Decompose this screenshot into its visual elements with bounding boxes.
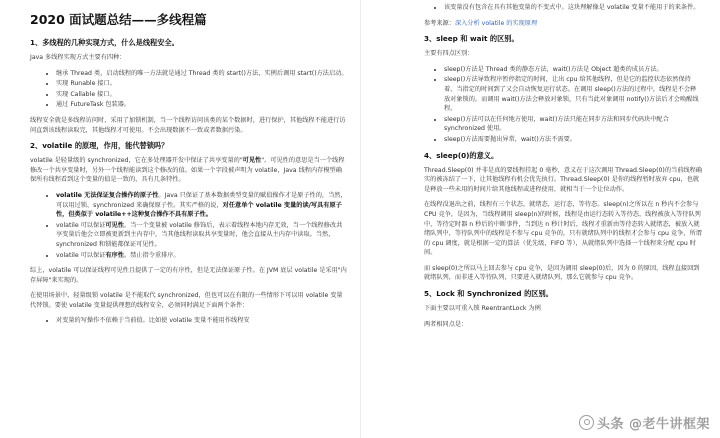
- bold-term: 有序性: [105, 251, 124, 259]
- list-item: [56, 191, 348, 220]
- bold-term: 可见性: [242, 157, 262, 165]
- list-item: • 实现 Runable 接口。: [56, 79, 348, 89]
- section-4-paragraph-2: 在线程没退出之前，线程有三个状态，就绪态，运行态，等待态。sleep(n)之所以在 n 秒内不会参与 CPU 竞争，是因为，当线程调用 sleep(n)的时候，线程是由运行态转入等待态，线程被放入等待队列中，等待定时器 n 秒后的中断事件，当到达 n 秒计时后，线程才重新由等待态转入就绪态，被放入就绪队列中，等待队列中的线程是不参与 cpu 竞争的，只有就绪队列中的线程才会参与 cpu 竞争，所谓的 cpu 调度，就是根据一定的算法（优先级，FIFO 等），从就绪队列中选择一个线程来分配 cpu 时间。: [424, 201, 702, 257]
- text-run: 。Java 只保证了基本数据类型变量的赋值操作才是原子性的，当然，可以用过锁、synchronized 来确保原子性。其实严格的说，: [56, 191, 347, 209]
- section-5-paragraph-1: 下面主要以可重入锁 ReentrantLock 为例: [424, 305, 541, 313]
- text-run: 。禁止指令重排序。: [123, 251, 180, 259]
- section-5-heading: 5、Lock 和 Synchronized 的区别。: [424, 289, 553, 299]
- list-item: • 通过 FutureTask 包装器。: [56, 100, 348, 110]
- section-1-heading: 1、多线程的几种实现方式，什么是线程安全。: [30, 38, 179, 47]
- list-item: • 该变量没有包含在具有其他变量的不变式中。这块理解像是 volatile 变量不能用于的来条件。: [444, 3, 702, 13]
- bold-term: 可见性: [105, 221, 124, 229]
- section-3-intro: 主要有四点区别：: [424, 50, 474, 58]
- section-1-list: [30, 69, 348, 110]
- list-item: • sleep()方法导致程序暂停指定的时间，让出 cpu 给其他线程，但是它的监控状态依然保持着，当指定的时间到了又会自动恢复运行状态。在调用 sleep()方法的过程中，线程是不会释放对象锁的。而调用 wait()方法会释放对象锁，只有当此对象调用 notify()方法后才会唤醒线程。: [444, 75, 702, 113]
- list-item: • sleep()方法是 Thread 类的静态方法，wait()方法是 Object 超类的成员方法。: [444, 65, 702, 75]
- section-2-paragraph-1: [30, 156, 348, 185]
- list-item: • 继承 Thread 类，启动线程的唯一方法就是通过 Thread 类的 start()方法，实例后调用 start()方法启动。: [56, 69, 348, 79]
- section-1-intro: Java 多线程实现方式主要有四种：: [30, 54, 126, 61]
- bold-term: 对任意单个 volatile 变量的读/写具有原子性，但类似于 volatile++这种复合操作不具有原子性。: [56, 201, 342, 219]
- watermark: [579, 413, 710, 432]
- left-column: [30, 0, 348, 332]
- section-1-paragraph: 线程安全就是多线程访问时，采用了加锁机制，当一个线程访问该类的某个数据时，进行保护，其他线程不能进行访问直到该线程读取完，其他线程才可使用。不会出现数据不一致或者数据污染。: [30, 116, 346, 134]
- text-run: volatile 是轻量级的 synchronized，它在多处理器开发中保证了共享变量的": [30, 157, 243, 165]
- section-2-list: [30, 191, 348, 260]
- right-column: [424, 3, 702, 335]
- text-run: volatile 可以保证: [56, 251, 106, 259]
- document-title: 2020 面试题总结——多线程篇: [30, 12, 207, 27]
- list-item: • sleep()方法需要抛出异常，wait()方法不需要。: [444, 135, 702, 145]
- camera-icon: [579, 415, 594, 430]
- list-item: [56, 251, 348, 261]
- list-item: • 实现 Callable 接口。: [56, 90, 348, 100]
- list-item: • sleep()方法可以在任何地方使用，wait()方法只能在同步方法和同步代码块中配合 synchronized 使用。: [444, 115, 702, 134]
- bold-term: volatile 无法保证复合操作的原子性: [56, 191, 159, 199]
- section-4-paragraph-3: 而 sleep(0)之所以马上回去参与 cpu 竞争，是因为调用 sleep(0)后，因为 0 的原因，线程直接回到就绪队列，而非进入等待队列，只要进入就绪队列，那么它就参与 cpu 竞争。: [424, 264, 700, 282]
- section-5-paragraph-2: 两者相同点是：: [424, 320, 468, 328]
- reference-label: 参考来源：: [424, 19, 455, 27]
- list-item: [56, 221, 348, 250]
- section-3-heading: 3、sleep 和 wait 的区别。: [424, 34, 519, 44]
- section-2-conditions: [30, 316, 348, 326]
- section-4-heading: 4、sleep(0)的意义。: [424, 150, 499, 160]
- section-2-heading: 2、volatile 的原理，作用，能代替锁吗？: [30, 141, 169, 151]
- section-2-paragraph-2: 综上，volatile 可以保证线程可见性且提供了一定的有序性，但是无法保证原子性。在 JVM 底层 volatile 是采用"内存屏障"来实现的。: [30, 267, 347, 284]
- reference-line: [424, 19, 702, 29]
- page-divider: [360, 0, 361, 438]
- section-4-paragraph-1: Thread.Sleep(0) 并非是真的要线程挂起 0 毫秒，意义在于这次调用 Thread.Sleep(0)的当前线程确实的被冻结了一下，让其他线程有机会优先执行。Thread.Sleep(0) 是你的线程暂时放弃 cpu，也就是释放一些未用的时间片给其他线程或进程使用，就相当于一个让位动作。: [424, 166, 702, 193]
- section-2-paragraph-3: 在使用场景中，轻量级锁 volatile 是不能取代 synchronized，但也可以在有限的一些情形下可以用 volatile 变量代替锁。要使 volatile 变量提供理想的线程安全，必须同时满足下面两个条件：: [30, 292, 343, 309]
- text-run: "。可见性的意思是当一个线程修改一个共享变量时，另外一个线程能读到这个修改的值。如果一个字段被声明为 volatile，Java 线程内存模型确保所有线程看到这个变量的值是一致的，具有几条特性。: [30, 157, 345, 184]
- list-item: • 对变量的写操作不依赖于当前值。比如使 volatile 变量不能用作线程安: [56, 316, 348, 326]
- text-run: 。当一个变量被 volatile 修饰后，表示着线程本地内存无效，当一个线程修改共享变量后他会立即被更新到主内存中，当其他线程读取共享变量时，他会直接从主内存中读取。当然，synchronized 和锁能都保证可见性。: [56, 221, 343, 248]
- continued-list: [424, 3, 702, 13]
- watermark-text: 头条 @老牛讲框架: [596, 417, 710, 432]
- reference-link[interactable]: 深入分析 volatile 的实现原理: [454, 19, 538, 27]
- text-run: volatile 可以保证: [56, 221, 106, 229]
- section-3-list: [424, 65, 702, 145]
